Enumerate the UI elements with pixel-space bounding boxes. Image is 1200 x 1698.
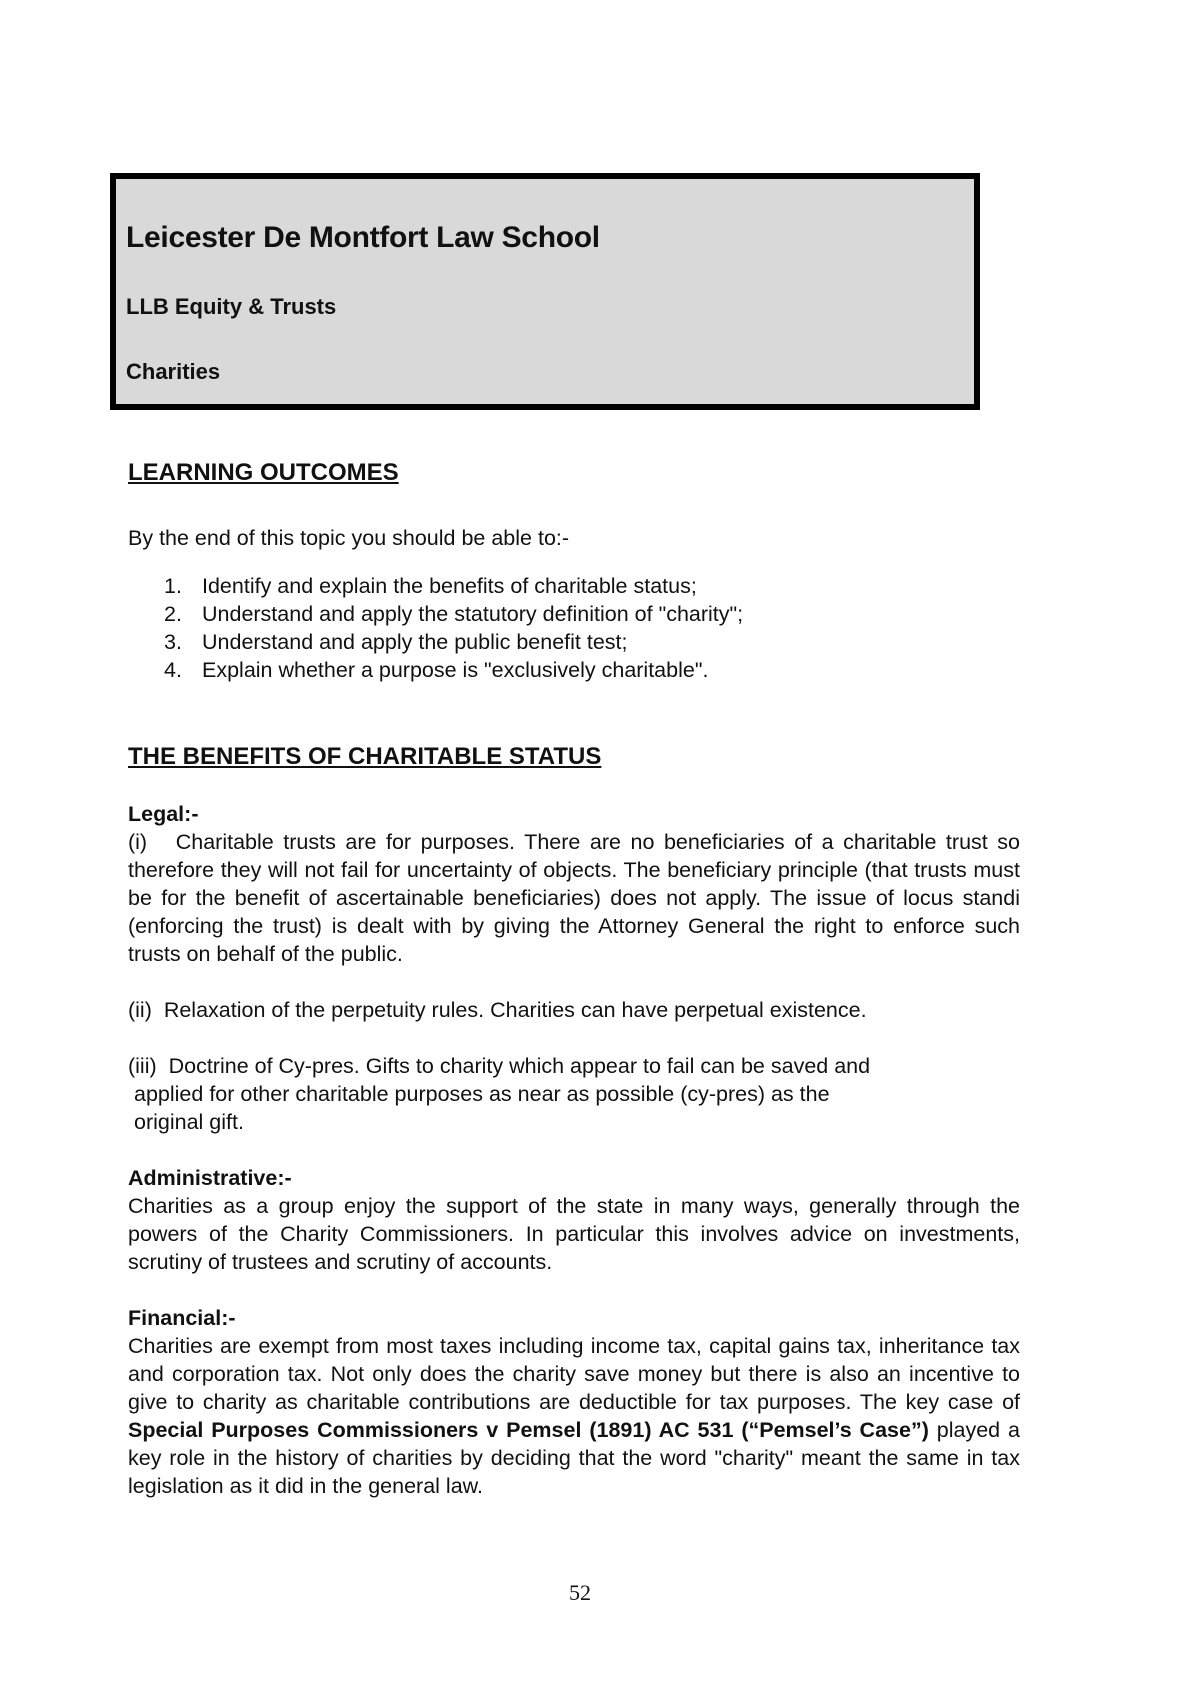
learning-outcomes-heading: LEARNING OUTCOMES — [128, 459, 399, 486]
title-box — [110, 173, 980, 410]
legal-paragraph-3-line: applied for other charitable purposes as near as possible (cy-pres) as the — [134, 1082, 830, 1106]
list-number: 2. — [164, 602, 182, 626]
financial-text-end: played a key role in the history of charities by deciding that the word "charity" meant the same in tax legislation as it did in the general law. — [128, 1418, 1020, 1498]
school-name: Leicester De Montfort Law School — [126, 221, 600, 254]
financial-label: Financial:- — [128, 1306, 236, 1330]
case-citation: Special Purposes Commissioners v Pemsel (1891) AC 531 (“Pemsel’s Case”) — [128, 1418, 929, 1442]
legal-paragraph-1: (i) Charitable trusts are for purposes. There are no beneficiaries of a charitable trust so therefore they will not fail for uncertainty of objects. The beneficiary principle (that trusts must be for the benefit of ascertainable beneficiaries) does not apply. The issue of locus standi (enforcing the trust) is dealt with by giving the Attorney General the right to enforce such trusts on behalf of the public. — [128, 830, 1026, 966]
legal-paragraph-3-line: original gift. — [134, 1110, 244, 1134]
list-text: Understand and apply the statutory definition of "charity"; — [202, 602, 744, 626]
administrative-paragraph: Charities as a group enjoy the support of the state in many ways, generally through the powers of the Charity Commissioners. In particular this involves advice on investments, scrutiny of trustees and scrutiny of accounts. — [128, 1194, 1020, 1274]
list-number: 4. — [164, 658, 182, 682]
legal-label: Legal:- — [128, 802, 199, 826]
legal-paragraph-3 — [128, 1052, 1020, 1136]
list-item — [128, 656, 1020, 684]
document-body — [128, 458, 1026, 1500]
list-number: 3. — [164, 630, 182, 654]
list-item — [128, 600, 1020, 628]
page-number: 52 — [569, 1580, 591, 1605]
financial-text-start: Charities are exempt from most taxes including income tax, capital gains tax, inheritance tax and corporation tax. Not only does the charity save money but there is also an incentive to give to charity as charitable contributions are deductible for tax purposes. The key case of — [128, 1334, 1020, 1414]
legal-paragraph-3-line: (iii) Doctrine of Cy-pres. Gifts to charity which appear to fail can be saved and — [128, 1054, 871, 1078]
legal-paragraph-2: (ii) Relaxation of the perpetuity rules. Charities can have perpetual existence. — [128, 998, 867, 1022]
outcomes-list — [128, 572, 1020, 684]
list-number: 1. — [164, 574, 182, 598]
outcomes-intro: By the end of this topic you should be able to:- — [128, 526, 570, 550]
administrative-label: Administrative:- — [128, 1166, 292, 1190]
list-text: Identify and explain the benefits of charitable status; — [202, 574, 697, 598]
list-item — [128, 572, 1020, 600]
benefits-heading: THE BENEFITS OF CHARITABLE STATUS — [128, 743, 602, 770]
financial-paragraph — [128, 1332, 1020, 1500]
course-name: LLB Equity & Trusts — [126, 294, 337, 319]
list-text: Explain whether a purpose is "exclusively charitable". — [202, 658, 709, 682]
list-item — [128, 628, 1020, 656]
topic-name: Charities — [126, 359, 221, 384]
list-text: Understand and apply the public benefit test; — [202, 630, 628, 654]
